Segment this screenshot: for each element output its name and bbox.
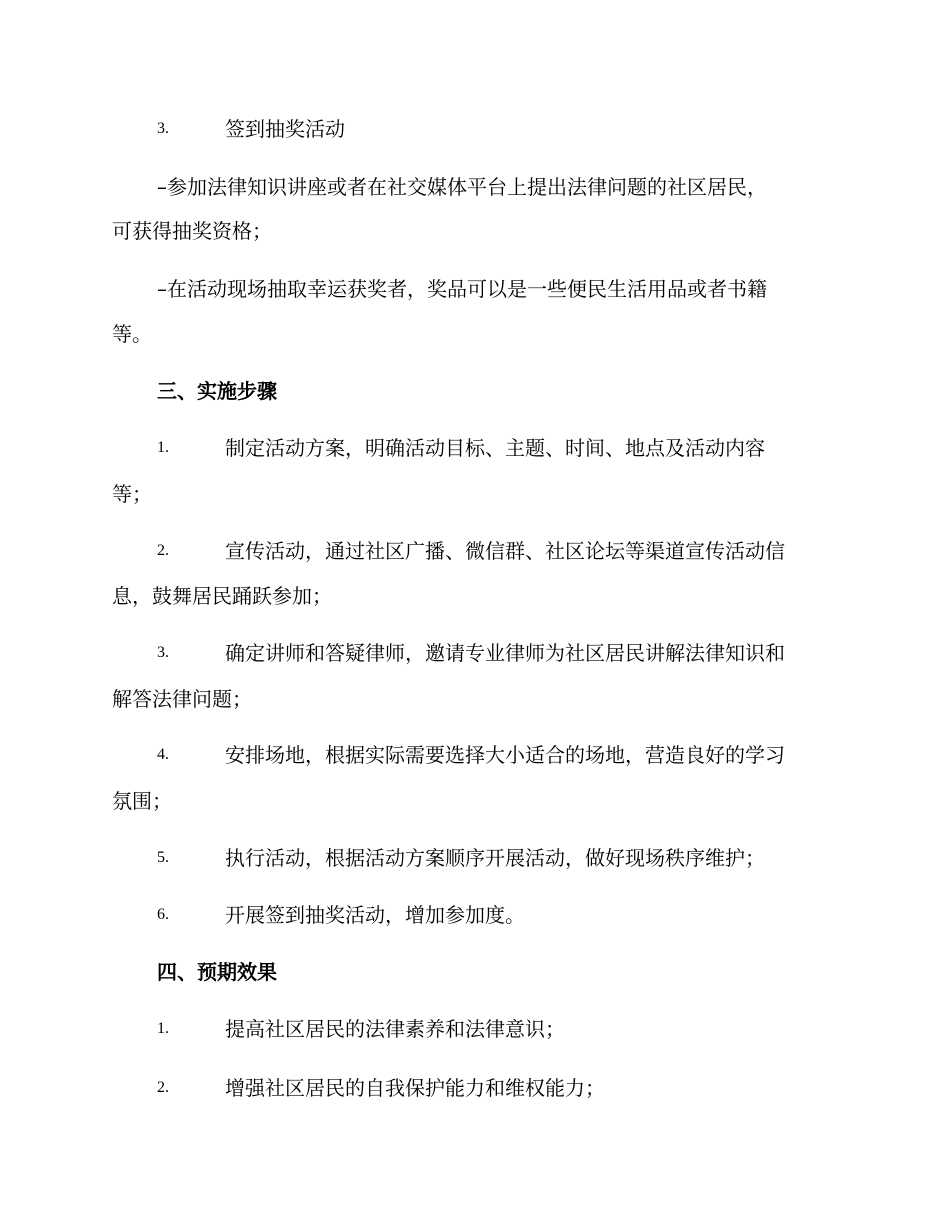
paragraph-line: –参加法律知识讲座或者在社交媒体平台上提出法律问题的社区居民，	[157, 175, 767, 199]
paragraph-line: –在活动现场抽取幸运获奖者，奖品可以是一些便民生活用品或者书籍	[157, 277, 767, 301]
step-text-continued: 解答法律问题；	[112, 687, 252, 711]
effect-text: 增强社区居民的自我保护能力和维权能力；	[225, 1076, 605, 1100]
step-number: 6.	[157, 906, 169, 923]
step-text: 宣传活动，通过社区广播、微信群、社区论坛等渠道宣传活动信	[225, 539, 785, 563]
step-number: 1.	[157, 439, 169, 456]
step-text-continued: 等；	[112, 482, 152, 506]
section-heading: 四、预期效果	[157, 960, 277, 984]
step-text: 执行活动，根据活动方案顺序开展活动，做好现场秩序维护；	[225, 846, 765, 870]
effect-number: 2.	[157, 1079, 169, 1096]
step-text: 确定讲师和答疑律师，邀请专业律师为社区居民讲解法律知识和	[225, 641, 785, 665]
step-number: 4.	[157, 746, 169, 763]
section-heading: 三、实施步骤	[157, 379, 277, 403]
paragraph-line: 可获得抽奖资格；	[112, 219, 272, 243]
step-number: 5.	[157, 849, 169, 866]
paragraph-line: 等。	[112, 322, 152, 346]
step-text-continued: 氛围；	[112, 789, 172, 813]
step-text: 开展签到抽奖活动，增加参加度。	[225, 903, 525, 927]
step-text-continued: 息，鼓舞居民踊跃参加；	[112, 584, 332, 608]
item-title: 签到抽奖活动	[225, 117, 345, 141]
item-number: 3.	[157, 120, 169, 137]
step-number: 3.	[157, 644, 169, 661]
step-number: 2.	[157, 542, 169, 559]
step-text: 制定活动方案，明确活动目标、主题、时间、地点及活动内容	[225, 436, 765, 460]
effect-number: 1.	[157, 1020, 169, 1037]
effect-text: 提高社区居民的法律素养和法律意识；	[225, 1017, 565, 1041]
step-text: 安排场地，根据实际需要选择大小适合的场地，营造良好的学习	[225, 743, 785, 767]
